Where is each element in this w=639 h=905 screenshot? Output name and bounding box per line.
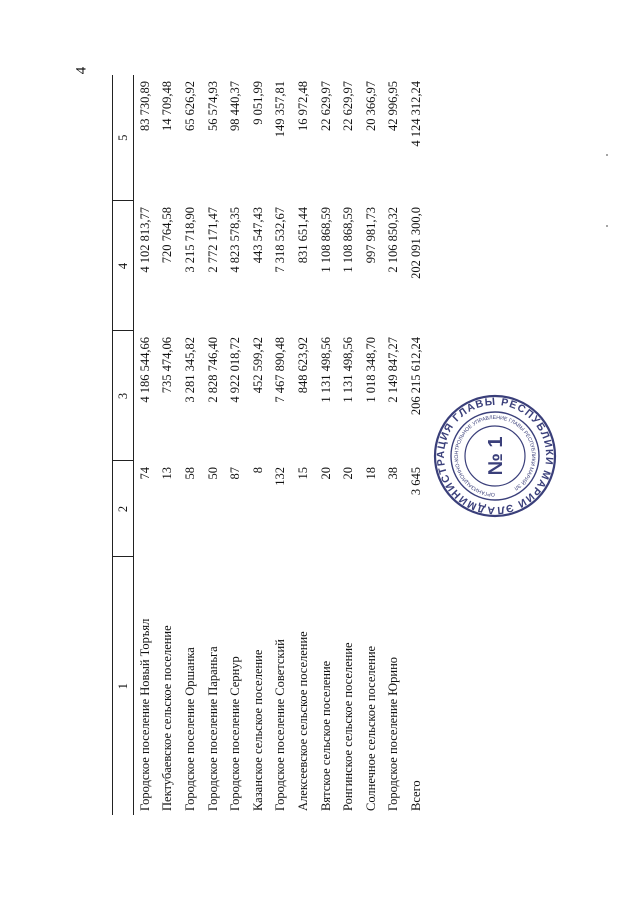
amount-cell: 1 131 498,56 (318, 337, 333, 403)
amount-cell: 997 981,73 (363, 207, 378, 264)
page-number: 4 (73, 66, 90, 75)
amount-cell: 22 629,97 (318, 81, 333, 131)
amount-cell: 4 102 813,77 (137, 207, 152, 273)
settlement-name-cell: Всего (408, 780, 423, 811)
table-row (157, 75, 180, 815)
amount-cell: 149 357,81 (273, 81, 288, 138)
amount-cell: 3 215 718,90 (182, 207, 197, 273)
amount-cell: 720 764,58 (160, 207, 175, 264)
settlement-name-cell: Солнечное сельское поселение (363, 645, 378, 811)
amount-cell: 14 709,48 (160, 81, 175, 131)
settlement-name-cell: Алексеевское сельское поселение (295, 631, 310, 811)
count-cell: 58 (182, 467, 197, 480)
amount-cell: 1 108 868,59 (318, 207, 333, 273)
amount-cell: 1 131 498,56 (341, 337, 356, 403)
official-seal (432, 393, 558, 519)
amount-cell: 9 051,99 (250, 81, 265, 125)
column-header: 1 (113, 557, 134, 815)
amount-cell: 83 730,89 (137, 81, 152, 131)
amount-cell: 7 467 890,48 (273, 337, 288, 403)
settlement-name-cell: Городское поселение Новый Торъял (137, 618, 152, 811)
amount-cell: 7 318 532,67 (273, 207, 288, 273)
amount-cell: 4 124 312,24 (408, 81, 423, 147)
amount-cell: 56 574,93 (205, 81, 220, 131)
amount-cell: 735 474,06 (160, 337, 175, 394)
settlement-name-cell: Ронгинское сельское поселение (341, 642, 356, 811)
rotated-table-sheet (112, 75, 423, 815)
amount-cell: 2 106 850,32 (386, 207, 401, 273)
count-cell: 74 (137, 467, 152, 480)
table-row (224, 75, 247, 815)
count-cell: 132 (273, 467, 288, 486)
amount-cell: 2 828 746,40 (205, 337, 220, 403)
scan-speck (606, 154, 608, 156)
amount-cell: 4 823 578,35 (228, 207, 243, 273)
count-cell: 8 (250, 467, 265, 474)
table-row (292, 75, 315, 815)
settlement-name-cell: Вятское сельское поселение (318, 660, 333, 811)
settlement-name-cell: Городское поселение Юрино (386, 656, 401, 811)
count-cell: 13 (160, 467, 175, 480)
count-cell: 3 645 (408, 467, 423, 496)
amount-cell: 206 215 612,24 (408, 337, 423, 416)
amount-cell: 98 440,37 (228, 81, 243, 131)
count-cell: 50 (205, 467, 220, 480)
table-header-row (113, 75, 134, 815)
amount-cell: 3 281 345,82 (182, 337, 197, 403)
amount-cell: 20 366,97 (363, 81, 378, 131)
table-row (179, 75, 202, 815)
settlement-name-cell: Городское поселение Оршанка (182, 647, 197, 811)
amount-cell: 202 091 300,0 (408, 207, 423, 279)
amount-cell: 1 018 348,70 (363, 337, 378, 403)
table-row (247, 75, 270, 815)
amount-cell: 831 651,44 (295, 207, 310, 264)
count-cell: 38 (386, 467, 401, 480)
table-row (405, 75, 428, 815)
count-cell: 87 (228, 467, 243, 480)
seal-number: № 1 (485, 436, 507, 476)
settlement-name-cell: Городское поселение Сернур (228, 656, 243, 811)
seal-inner-text: ОРГАНИЗАЦИОННО-КОНТРОЛЬНОЕ УПРАВЛЕНИЕ ГЛАВЫ РЕСПУБЛИКИ МАРИЙ ЭЛ (453, 414, 537, 498)
amount-cell: 16 972,48 (295, 81, 310, 131)
amount-cell: 848 623,92 (295, 337, 310, 394)
settlement-name-cell: Казанское сельское поселение (250, 649, 265, 811)
funding-table (112, 75, 428, 815)
amount-cell: 22 629,97 (341, 81, 356, 131)
count-cell: 15 (295, 467, 310, 480)
settlement-name-cell: Пектубаевское сельское поселение (160, 625, 175, 811)
amount-cell: 443 547,43 (250, 207, 265, 264)
table-row (315, 75, 338, 815)
count-cell: 18 (363, 467, 378, 480)
amount-cell: 65 626,92 (182, 81, 197, 131)
column-header: 5 (113, 75, 134, 201)
amount-cell: 1 108 868,59 (341, 207, 356, 273)
table-row (202, 75, 225, 815)
amount-cell: 2 149 847,27 (386, 337, 401, 403)
column-header: 2 (113, 461, 134, 557)
table-row (383, 75, 406, 815)
seal-outer-text: АДМИНИСТРАЦИЯ ГЛАВЫ РЕСПУБЛИКИ МАРИЙ ЭЛ (434, 395, 556, 517)
amount-cell: 2 772 171,47 (205, 207, 220, 273)
count-cell: 20 (341, 467, 356, 480)
column-header: 3 (113, 331, 134, 461)
settlement-name-cell: Городское поселение Советский (273, 639, 288, 811)
amount-cell: 42 996,95 (386, 81, 401, 131)
count-cell: 20 (318, 467, 333, 480)
column-header: 4 (113, 201, 134, 331)
scan-speck (606, 225, 608, 227)
table-row (270, 75, 293, 815)
table-row (360, 75, 383, 815)
amount-cell: 452 599,42 (250, 337, 265, 394)
settlement-name-cell: Городское поселение Параньга (205, 646, 220, 811)
amount-cell: 4 186 544,66 (137, 337, 152, 403)
table-row (134, 75, 157, 815)
amount-cell: 4 922 018,72 (228, 337, 243, 403)
table-row (337, 75, 360, 815)
